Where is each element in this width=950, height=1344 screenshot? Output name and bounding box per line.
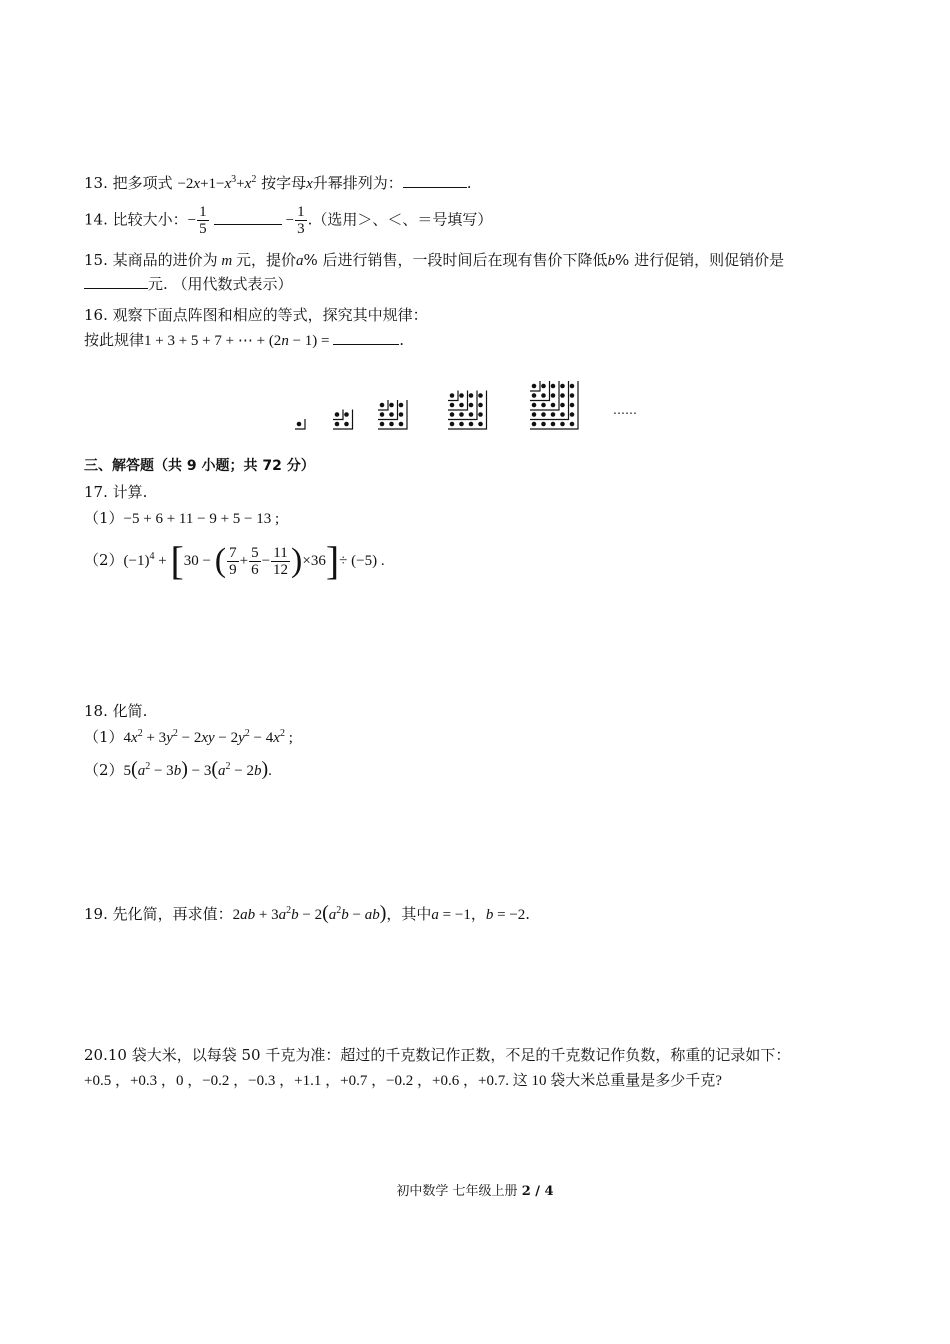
dot [532, 403, 537, 408]
dot-figure-4 [448, 391, 487, 430]
question-20: 20.10 袋大米，以每袋 50 千克为准：超过的千克数记作正数，不足的千克数记作负数，称重的记录如下： [84, 1046, 791, 1064]
dot [399, 422, 404, 427]
dot [459, 422, 464, 427]
dot [560, 412, 565, 417]
dot [469, 412, 474, 417]
weight-value: +1.1 ， [294, 1073, 341, 1089]
dot [532, 422, 537, 427]
answer-blank[interactable] [403, 173, 467, 188]
dot [335, 412, 340, 417]
question-18-part2: $(2)5(a^2 - 3b) - 3(a^2 - 2b)$. [84, 758, 272, 780]
dot [399, 403, 404, 408]
dot [478, 412, 483, 417]
dot [560, 422, 565, 427]
question-17-part1: （1）−5 + 6 + 11 − 9 + 5 − 13 ; [84, 509, 280, 527]
dot [551, 403, 556, 408]
dot [389, 412, 394, 417]
dot [532, 393, 537, 398]
dot [551, 393, 556, 398]
dot [450, 412, 455, 417]
question-17: 17. 计算. [84, 483, 148, 501]
dot [478, 393, 483, 398]
dot [459, 403, 464, 408]
dot-pattern-figure [295, 365, 655, 440]
weight-value: +0.3 ， [129, 1073, 176, 1089]
dot-figure-2 [333, 410, 353, 430]
dot [469, 403, 474, 408]
dot [450, 403, 455, 408]
question-19: 19. 先化简，再求值：$2ab + 3a^2b - 2(a^2b - ab)$，其中a = −1，b = −2. [84, 902, 531, 924]
dot [532, 412, 537, 417]
dot [570, 412, 575, 417]
dot [570, 403, 575, 408]
dot [344, 422, 349, 427]
dot [478, 422, 483, 427]
polynomial: $-2x+1-x^3+x^2$ [177, 174, 257, 192]
dot [380, 422, 385, 427]
weight-value: −0.3 ， [248, 1073, 295, 1089]
dot-figure-3 [378, 400, 407, 429]
dot [560, 403, 565, 408]
dot [541, 422, 546, 427]
dot [541, 412, 546, 417]
weight-value: +0.7 ， [340, 1073, 387, 1089]
ellipsis: …… [613, 403, 637, 417]
dot [450, 422, 455, 427]
dot [570, 384, 575, 389]
weight-value: +0.5 ， [84, 1073, 130, 1089]
weight-records [84, 1073, 505, 1089]
dot [335, 422, 340, 427]
dot [297, 422, 302, 427]
dot [380, 412, 385, 417]
answer-blank[interactable] [214, 210, 282, 225]
weight-value: +0.7 [478, 1073, 506, 1089]
answer-blank[interactable] [84, 274, 148, 289]
dot [560, 384, 565, 389]
dot [532, 384, 537, 389]
dot [541, 393, 546, 398]
fraction-one-third: $\frac{1}{3}$ [297, 204, 305, 237]
dot [570, 422, 575, 427]
dot-figure-1 [295, 419, 305, 429]
question-14: 14. 比较大小：− $\frac{1}{5}$ − $\frac{1}{3}$ .（选用＞、＜、＝号填写） [84, 204, 493, 237]
question-16-line2: 按此规律1 + 3 + 5 + 7 + ⋯ + (2n − 1) = . [84, 331, 405, 349]
section-heading: 三、解答题（共 9 小题；共 72 分） [84, 458, 315, 474]
dot [551, 422, 556, 427]
question-17-part2: $(2)(-1)^4 + [30$ − ( $\frac{7}{9}$ + $\frac{5}{6}$ − $\frac{11}{12}$ )×36]÷ (−5) . [84, 538, 385, 583]
dot [469, 393, 474, 398]
weight-value: +0.6 ， [432, 1073, 479, 1089]
question-15-line2: 元. （用代数式表示） [84, 273, 293, 295]
dot [551, 384, 556, 389]
answer-blank[interactable] [333, 330, 399, 345]
dot [389, 422, 394, 427]
dot [459, 393, 464, 398]
dot [469, 422, 474, 427]
fraction-one-fifth: $\frac{1}{5}$ [199, 204, 207, 237]
page-footer: 初中数学 七年级上册 2 / 4 [396, 1184, 554, 1199]
weight-value: 0 ， [175, 1073, 203, 1089]
question-16: 16. 观察下面点阵图和相应的等式，探究其中规律： [84, 306, 428, 324]
weight-value: −0.2 ， [386, 1073, 433, 1089]
question-18-part1: $(1)4x^2 + 3y^2 - 2xy - 2y^2 - 4x^2$ ; [84, 728, 293, 746]
page-number: 2 / 4 [521, 1184, 554, 1199]
dot [380, 403, 385, 408]
question-15: 15. 某商品的进价为 m 元，提价a% 后进行销售，一段时间后在现有售价下降低b% 进行促销，则促销价是 [84, 251, 785, 269]
dot [570, 393, 575, 398]
dot [560, 393, 565, 398]
dot [389, 403, 394, 408]
dot [551, 412, 556, 417]
dot [478, 403, 483, 408]
dot [541, 384, 546, 389]
question-18: 18. 化简. [84, 702, 148, 720]
dot [344, 412, 349, 417]
dot [399, 412, 404, 417]
weight-value: −0.2 ， [202, 1073, 249, 1089]
dot [459, 412, 464, 417]
question-13: 13. 把多项式 $-2x+1-x^3+x^2$ 按字母x升幂排列为： . [84, 174, 472, 192]
dot [541, 403, 546, 408]
question-20-values: +0.5 ，+0.3 ，0 ，−0.2 ，−0.3 ，+1.1 ，+0.7 ，−0.2 ，+0.6 ，+0.7. 这 10 袋大米总重量是多少千克? [84, 1073, 722, 1089]
dot [450, 393, 455, 398]
dot-figure-5 [530, 381, 578, 429]
